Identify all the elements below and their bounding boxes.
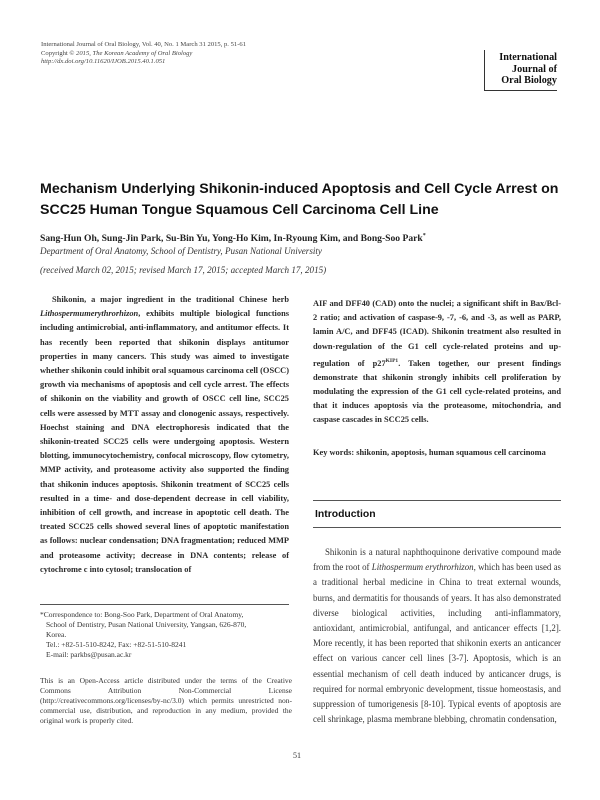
- section-divider-bottom: [313, 527, 561, 528]
- abstract-column-1: Shikonin, a major ingredient in the traditional Chinese herb Lithospermumerythrorhizon, exhibits multiple biological functions including antimicrobial, anti-inflammatory, and antitumor effects. It has recently been reported that shikonin displays antitumor properties in many cancers. This study was aimed to investigate whether shikonin could inhibit oral squamous carcinoma cell (OSCC) growth via mechanisms of apoptosis and cell cycle arrest. The effects of shikonin on the viability and growth of OSCC cell line, SCC25 cells were assessed by MTT assay and clonogenic assays, respectively. Hoechst staining and DNA electrophoresis indicated that the shikonin-treated SCC25 cells were undergoing apoptosis. Western blotting, immunocytochemistry, confocal microscopy, flow cytometry, MMP activity, and proteasome activity also supported the finding that shikonin induces apoptosis. Shikonin treatment of SCC25 cells resulted in a time- and dose-dependent decrease in cell viability, inhibition of cell growth, and increase in apoptotic cell death. The treated SCC25 cells showed several lines of apoptotic manifestation as follows: nuclear condensation; DNA fragmentation; reduced MMP and proteasome activity; decrease in DNA contents; release of cytochrome c into cytosol; translocation of: [40, 295, 289, 574]
- journal-reference: [41, 41, 246, 67]
- article-title: Mechanism Underlying Shikonin-induced Apoptosis and Cell Cycle Arrest on SCC25 Human Tongue Squamous Cell Carcinoma Cell Line: [40, 181, 559, 218]
- introduction-body: Shikonin is a natural naphthoquinone derivative compound made from the root of Lithospermum erythrorhizon, which has been used as a traditional herbal medicine in China to treat external wounds, burns, and dermatitis for thousands of years. It has also demonstrated diverse biological activities, including anti-inflammatory, antioxidant, antimicrobial, antifungal, and anticancer effects [1,2]. More recently, it has been reported that shikonin exerts an anticancer effect on various cancer cell lines [3-7]. Apoptosis, which is an essential mechanism of cell death induced by anticancer drugs, is required for normal embryonic development, tissue homeostasis, and suppression of tumorigenesis [8-10]. Typical events of apoptosis are cell shrinkage, plasma membrane blebbing, chromatin condensation,: [313, 547, 561, 725]
- introduction-section-header: [313, 500, 561, 528]
- copyright-icon: ©: [69, 49, 75, 57]
- author-list: Sang-Hun Oh, Sung-Jin Park, Su-Bin Yu, Yong-Ho Kim, In-Ryoung Kim, and Bong-Soo Park*: [40, 233, 426, 245]
- footnote-divider: [40, 604, 289, 605]
- journal-logo: International Journal of Oral Biology: [484, 50, 557, 91]
- keywords: Key words: shikonin, apoptosis, human squamous cell carcinoma: [313, 448, 546, 457]
- license-statement: This is an Open-Access article distributed under the terms of the Creative Commons Attribution Non-Commercial License (http://creativecommons.org/licenses/by-nc/3.0) which permits unrestricted non-commercial use, distribution, and reproduction in any medium, provided the original work is properly cited.: [40, 676, 292, 725]
- submission-dates: (received March 02, 2015; revised March 17, 2015; accepted March 17, 2015): [40, 265, 327, 275]
- page-number: 51: [293, 751, 301, 760]
- affiliation: Department of Oral Anatomy, School of Dentistry, Pusan National University: [40, 246, 322, 256]
- corresponding-mark: *: [422, 233, 426, 239]
- introduction-heading: Introduction: [315, 509, 376, 520]
- email-link[interactable]: E-mail: parkbs@pusan.ac.kr: [46, 649, 132, 659]
- copyright-line: Copyright © 2015, The Korean Academy of Oral Biology: [41, 49, 193, 57]
- journal-citation: International Journal of Oral Biology, Vol. 40, No. 1 March 31 2015, p. 51-61: [41, 41, 246, 48]
- doi-link[interactable]: http://dx.doi.org/10.11620/IJOB.2015.40.1.051: [41, 58, 166, 66]
- abstract-column-2: AIF and DFF40 (CAD) onto the nuclei; a significant shift in Bax/Bcl-2 ratio; and activation of caspase-9, -7, -6, and -3, as well as PARP, lamin A/C, and DFF45 (ICAD). Shikonin treatment also resulted in down-regulation of the G1 cell cycle-related proteins and up-regulation of $p27^{KIP1}$. Taken together, our present findings demonstrate that shikonin strongly inhibits cell proliferation by modulating the expression of the G1 cell cycle-related proteins, and that it induces apoptosis via the proteasome, mitochondria, and caspase cascades in SCC25 cells.: [313, 299, 561, 425]
- correspondence-note: *Correspondence to: Bong-Soo Park, Department of Oral Anatomy, School of Dentistry, Pusan National University, Yangsan, 626-870, Korea. Tel.: +82-51-510-8242, Fax: +82-51-510-8241 E-mail: parkbs@pusan.ac.kr: [40, 610, 292, 660]
